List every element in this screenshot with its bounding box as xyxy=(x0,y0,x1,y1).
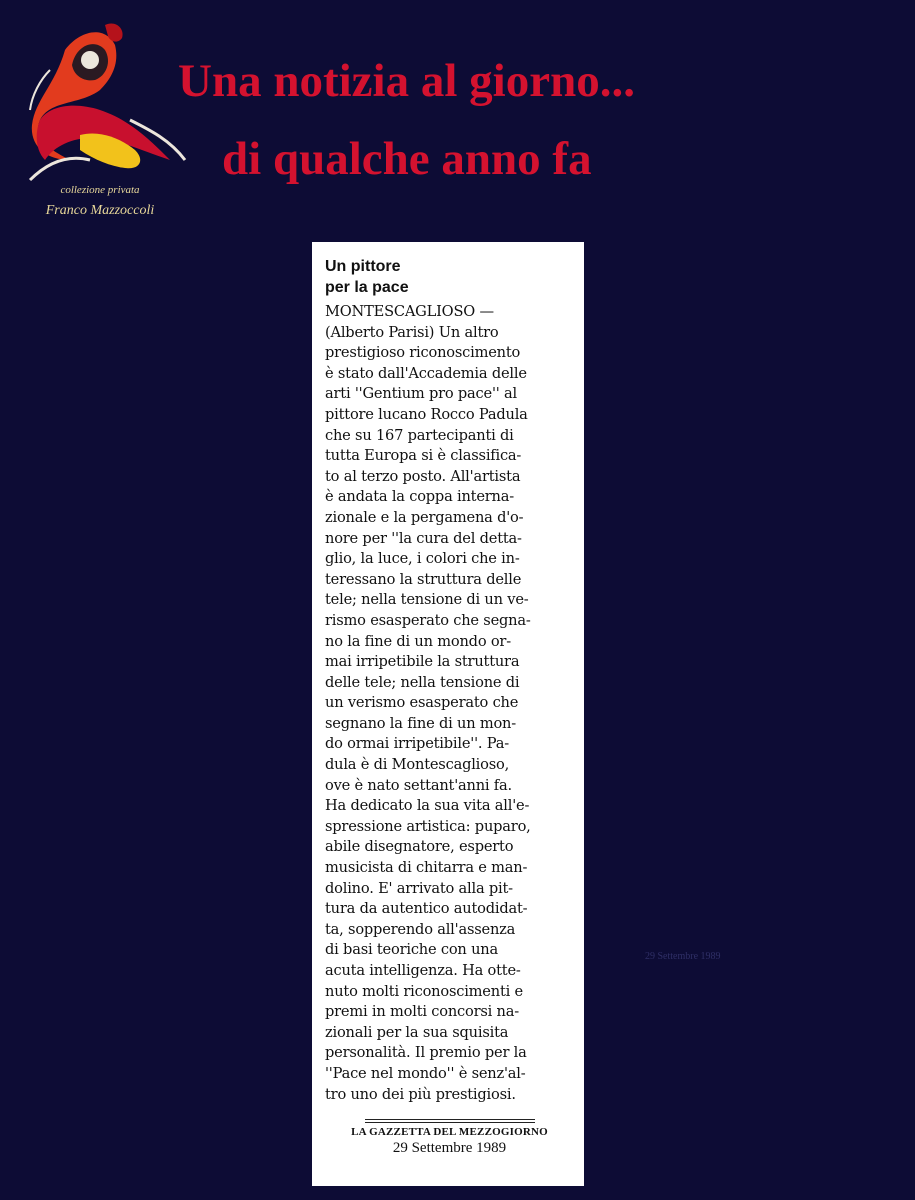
article-line: delle tele; nella tensione di xyxy=(325,673,520,691)
article-line: ta, sopperendo all'assenza xyxy=(325,920,516,938)
article-line: tura da autentico autodidat- xyxy=(325,900,528,918)
article-date: 29 Settembre 1989 xyxy=(392,1140,507,1157)
article-line: ove è nato settant'anni fa. xyxy=(325,776,512,794)
article-line: (Alberto Parisi) Un altro xyxy=(325,323,499,341)
article-line: no la fine di un mondo or- xyxy=(325,632,511,650)
article-line: glio, la luce, i colori che in- xyxy=(325,550,520,568)
article-line: un verismo esasperato che xyxy=(325,694,519,712)
side-date-label: 29 Settembre 1989 xyxy=(645,951,721,962)
article-line: arti ''Gentium pro pace'' al xyxy=(325,385,518,403)
article-line: musicista di chitarra e man- xyxy=(325,859,528,877)
article-line: nore per ''la cura del detta- xyxy=(325,529,522,547)
article-line: personalità. Il premio per la xyxy=(325,1044,527,1062)
logo-caption-name: Franco Mazzoccoli xyxy=(45,203,155,218)
article-line: tutta Europa si è classifica- xyxy=(325,447,522,465)
article-line: abile disegnatore, esperto xyxy=(325,838,514,856)
article-line: ''Pace nel mondo'' è senz'al- xyxy=(325,1064,526,1082)
article-line: di basi teoriche con una xyxy=(325,941,498,959)
headline-line-1: Una notizia al giorno... xyxy=(178,55,635,107)
newspaper-masthead: LA GAZZETTA DEL MEZZOGIORNO xyxy=(351,1126,548,1139)
dancer-illustration xyxy=(10,10,190,185)
article-line: tele; nella tensione di un ve- xyxy=(325,591,529,609)
headline-line-2: di qualche anno fa xyxy=(222,133,592,185)
newspaper-clipping xyxy=(312,242,584,1186)
article-line: nuto molti riconoscimenti e xyxy=(325,982,523,1000)
article-line: zionali per la sua squisita xyxy=(325,1023,509,1041)
separator-rule xyxy=(365,1119,535,1123)
article-line: dolino. E' arrivato alla pit- xyxy=(325,879,513,897)
article-line: Ha dedicato la sua vita all'e- xyxy=(325,797,530,815)
article-title-line-2: per la pace xyxy=(325,279,409,296)
article-line: rismo esasperato che segna- xyxy=(325,611,531,629)
article-line: do ormai irripetibile''. Pa- xyxy=(325,735,509,753)
article-body xyxy=(325,302,574,1105)
article-line: to al terzo posto. All'artista xyxy=(325,467,521,485)
article-line: teressano la struttura delle xyxy=(325,570,522,588)
logo-caption-collection: collezione privata xyxy=(60,184,140,196)
article-line: è andata la coppa interna- xyxy=(325,488,514,506)
article-line: pittore lucano Rocco Padula xyxy=(325,405,528,423)
article-line: acuta intelligenza. Ha otte- xyxy=(325,962,521,979)
article-line: che su 167 partecipanti di xyxy=(325,426,514,444)
article-line: spressione artistica: puparo, xyxy=(325,817,531,835)
article-line: è stato dall'Accademia delle xyxy=(325,364,527,382)
article-line: prestigioso riconoscimento xyxy=(325,344,521,362)
article-title xyxy=(325,256,574,298)
article-line: premi in molti concorsi na- xyxy=(325,1003,519,1021)
article-line: zionale e la pergamena d'o- xyxy=(325,508,524,526)
article-line: mai irripetibile la struttura xyxy=(325,653,520,671)
article-line: segnano la fine di un mon- xyxy=(325,714,516,732)
article-line: dula è di Montescaglioso, xyxy=(325,756,510,774)
article-title-line-1: Un pittore xyxy=(325,258,401,275)
article-line: tro uno dei più prestigiosi. xyxy=(325,1085,516,1103)
collection-logo xyxy=(10,10,190,225)
article-line: MONTESCAGLIOSO — xyxy=(325,303,494,320)
